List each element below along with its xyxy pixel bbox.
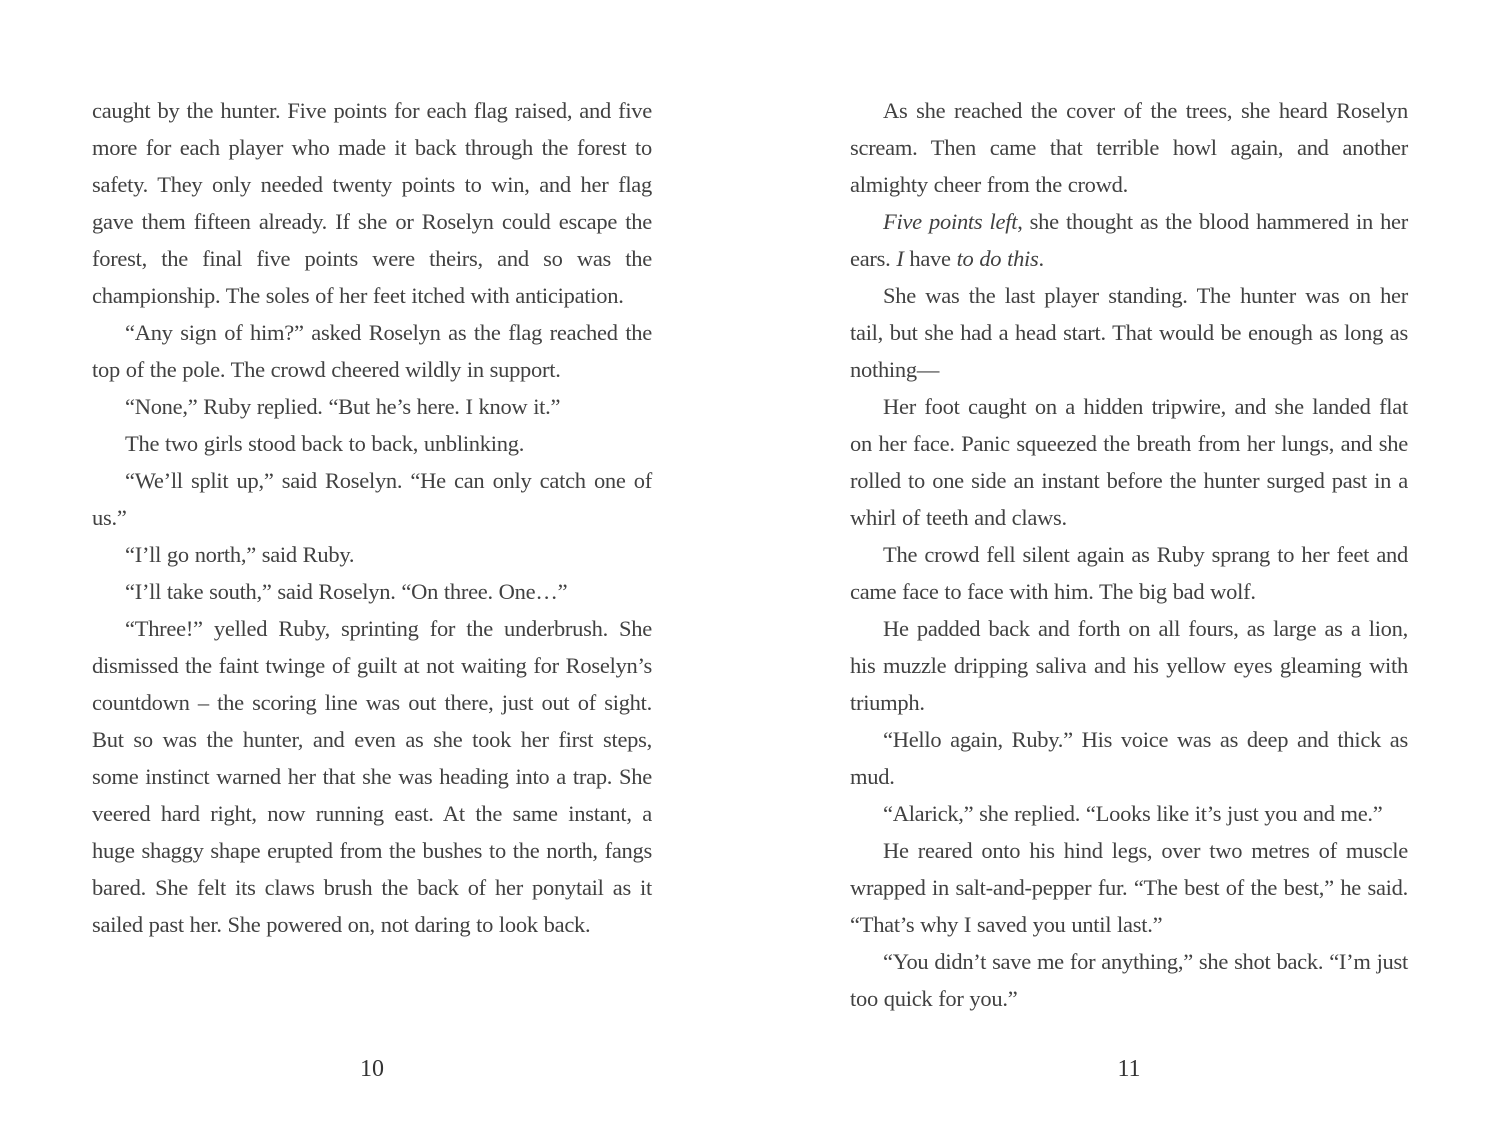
paragraph <box>850 388 1408 536</box>
left-page-number: 10 <box>360 1056 384 1082</box>
text-segment: The crowd fell silent again as Ruby sprang to her feet and came face to face with him. The big bad wolf. <box>850 542 1408 604</box>
paragraph <box>850 203 1408 277</box>
text-segment: “Three!” yelled Ruby, sprinting for the underbrush. She dismissed the faint twinge of guilt at not waiting for Roselyn’s countdown – the scoring line was out there, just out of sight. But so was the hunter, and even as she took her first steps, some instinct warned her that she was heading into a trap. She veered hard right, now running east. At the same instant, a huge shaggy shape erupted from the bushes to the north, fangs bared. She felt its claws brush the back of her ponytail as it sailed past her. She powered on, not daring to look back. <box>92 616 652 937</box>
text-segment: “You didn’t save me for anything,” she shot back. “I’m just too quick for you.” <box>850 949 1408 1011</box>
paragraph <box>92 425 652 462</box>
paragraph <box>850 92 1408 203</box>
italic-text-segment: to do this <box>956 246 1039 271</box>
text-segment: “I’ll go north,” said Ruby. <box>125 542 355 567</box>
paragraph <box>850 795 1408 832</box>
paragraph <box>92 536 652 573</box>
text-segment: “None,” Ruby replied. “But he’s here. I know it.” <box>125 394 561 419</box>
text-segment: The two girls stood back to back, unblinking. <box>125 431 525 456</box>
paragraph <box>92 92 652 314</box>
text-segment: “Hello again, Ruby.” His voice was as deep and thick as mud. <box>850 727 1408 789</box>
paragraph <box>850 721 1408 795</box>
text-segment: “Any sign of him?” asked Roselyn as the flag reached the top of the pole. The crowd cheered wildly in support. <box>92 320 652 382</box>
paragraph <box>92 314 652 388</box>
right-page-number: 11 <box>1117 1056 1141 1082</box>
text-segment: She was the last player standing. The hunter was on her tail, but she had a head start. That would be enough as long as nothing— <box>850 283 1408 382</box>
text-segment: “Alarick,” she replied. “Looks like it’s just you and me.” <box>883 801 1383 826</box>
text-segment: Her foot caught on a hidden tripwire, and she landed flat on her face. Panic squeezed the breath from her lungs, and she rolled to one side an instant before the hunter surged past in a whirl of teeth and claws. <box>850 394 1408 530</box>
right-page-text <box>850 92 1408 1017</box>
paragraph <box>92 573 652 610</box>
paragraph <box>850 832 1408 943</box>
paragraph <box>92 388 652 425</box>
left-page <box>92 0 652 1143</box>
italic-text-segment: I <box>896 246 904 271</box>
paragraph <box>92 610 652 943</box>
paragraph <box>850 277 1408 388</box>
text-segment: “I’ll take south,” said Roselyn. “On three. One…” <box>125 579 568 604</box>
text-segment: As she reached the cover of the trees, she heard Roselyn scream. Then came that terrible howl again, and another almighty cheer from the crowd. <box>850 98 1408 197</box>
text-segment: have <box>903 246 957 271</box>
paragraph <box>850 610 1408 721</box>
paragraph <box>92 462 652 536</box>
paragraph <box>850 943 1408 1017</box>
left-page-text <box>92 92 652 943</box>
paragraph <box>850 536 1408 610</box>
text-segment: He reared onto his hind legs, over two metres of muscle wrapped in salt-and-pepper fur. “The best of the best,” he said. “That’s why I saved you until last.” <box>850 838 1408 937</box>
text-segment: . <box>1038 246 1044 271</box>
text-segment: , she thought as the blood hammered in her ears. <box>850 209 1408 271</box>
text-segment: He padded back and forth on all fours, as large as a lion, his muzzle dripping saliva and his yellow eyes gleaming with triumph. <box>850 616 1408 715</box>
text-segment: “We’ll split up,” said Roselyn. “He can only catch one of us.” <box>92 468 652 530</box>
italic-text-segment: Five points left <box>883 209 1018 234</box>
text-segment: caught by the hunter. Five points for each flag raised, and five more for each player who made it back through the forest to safety. They only needed twenty points to win, and her flag gave them fifteen already. If she or Roselyn could escape the forest, the final five points were theirs, and so was the championship. The soles of her feet itched with anticipation. <box>92 98 652 308</box>
right-page <box>850 0 1408 1143</box>
